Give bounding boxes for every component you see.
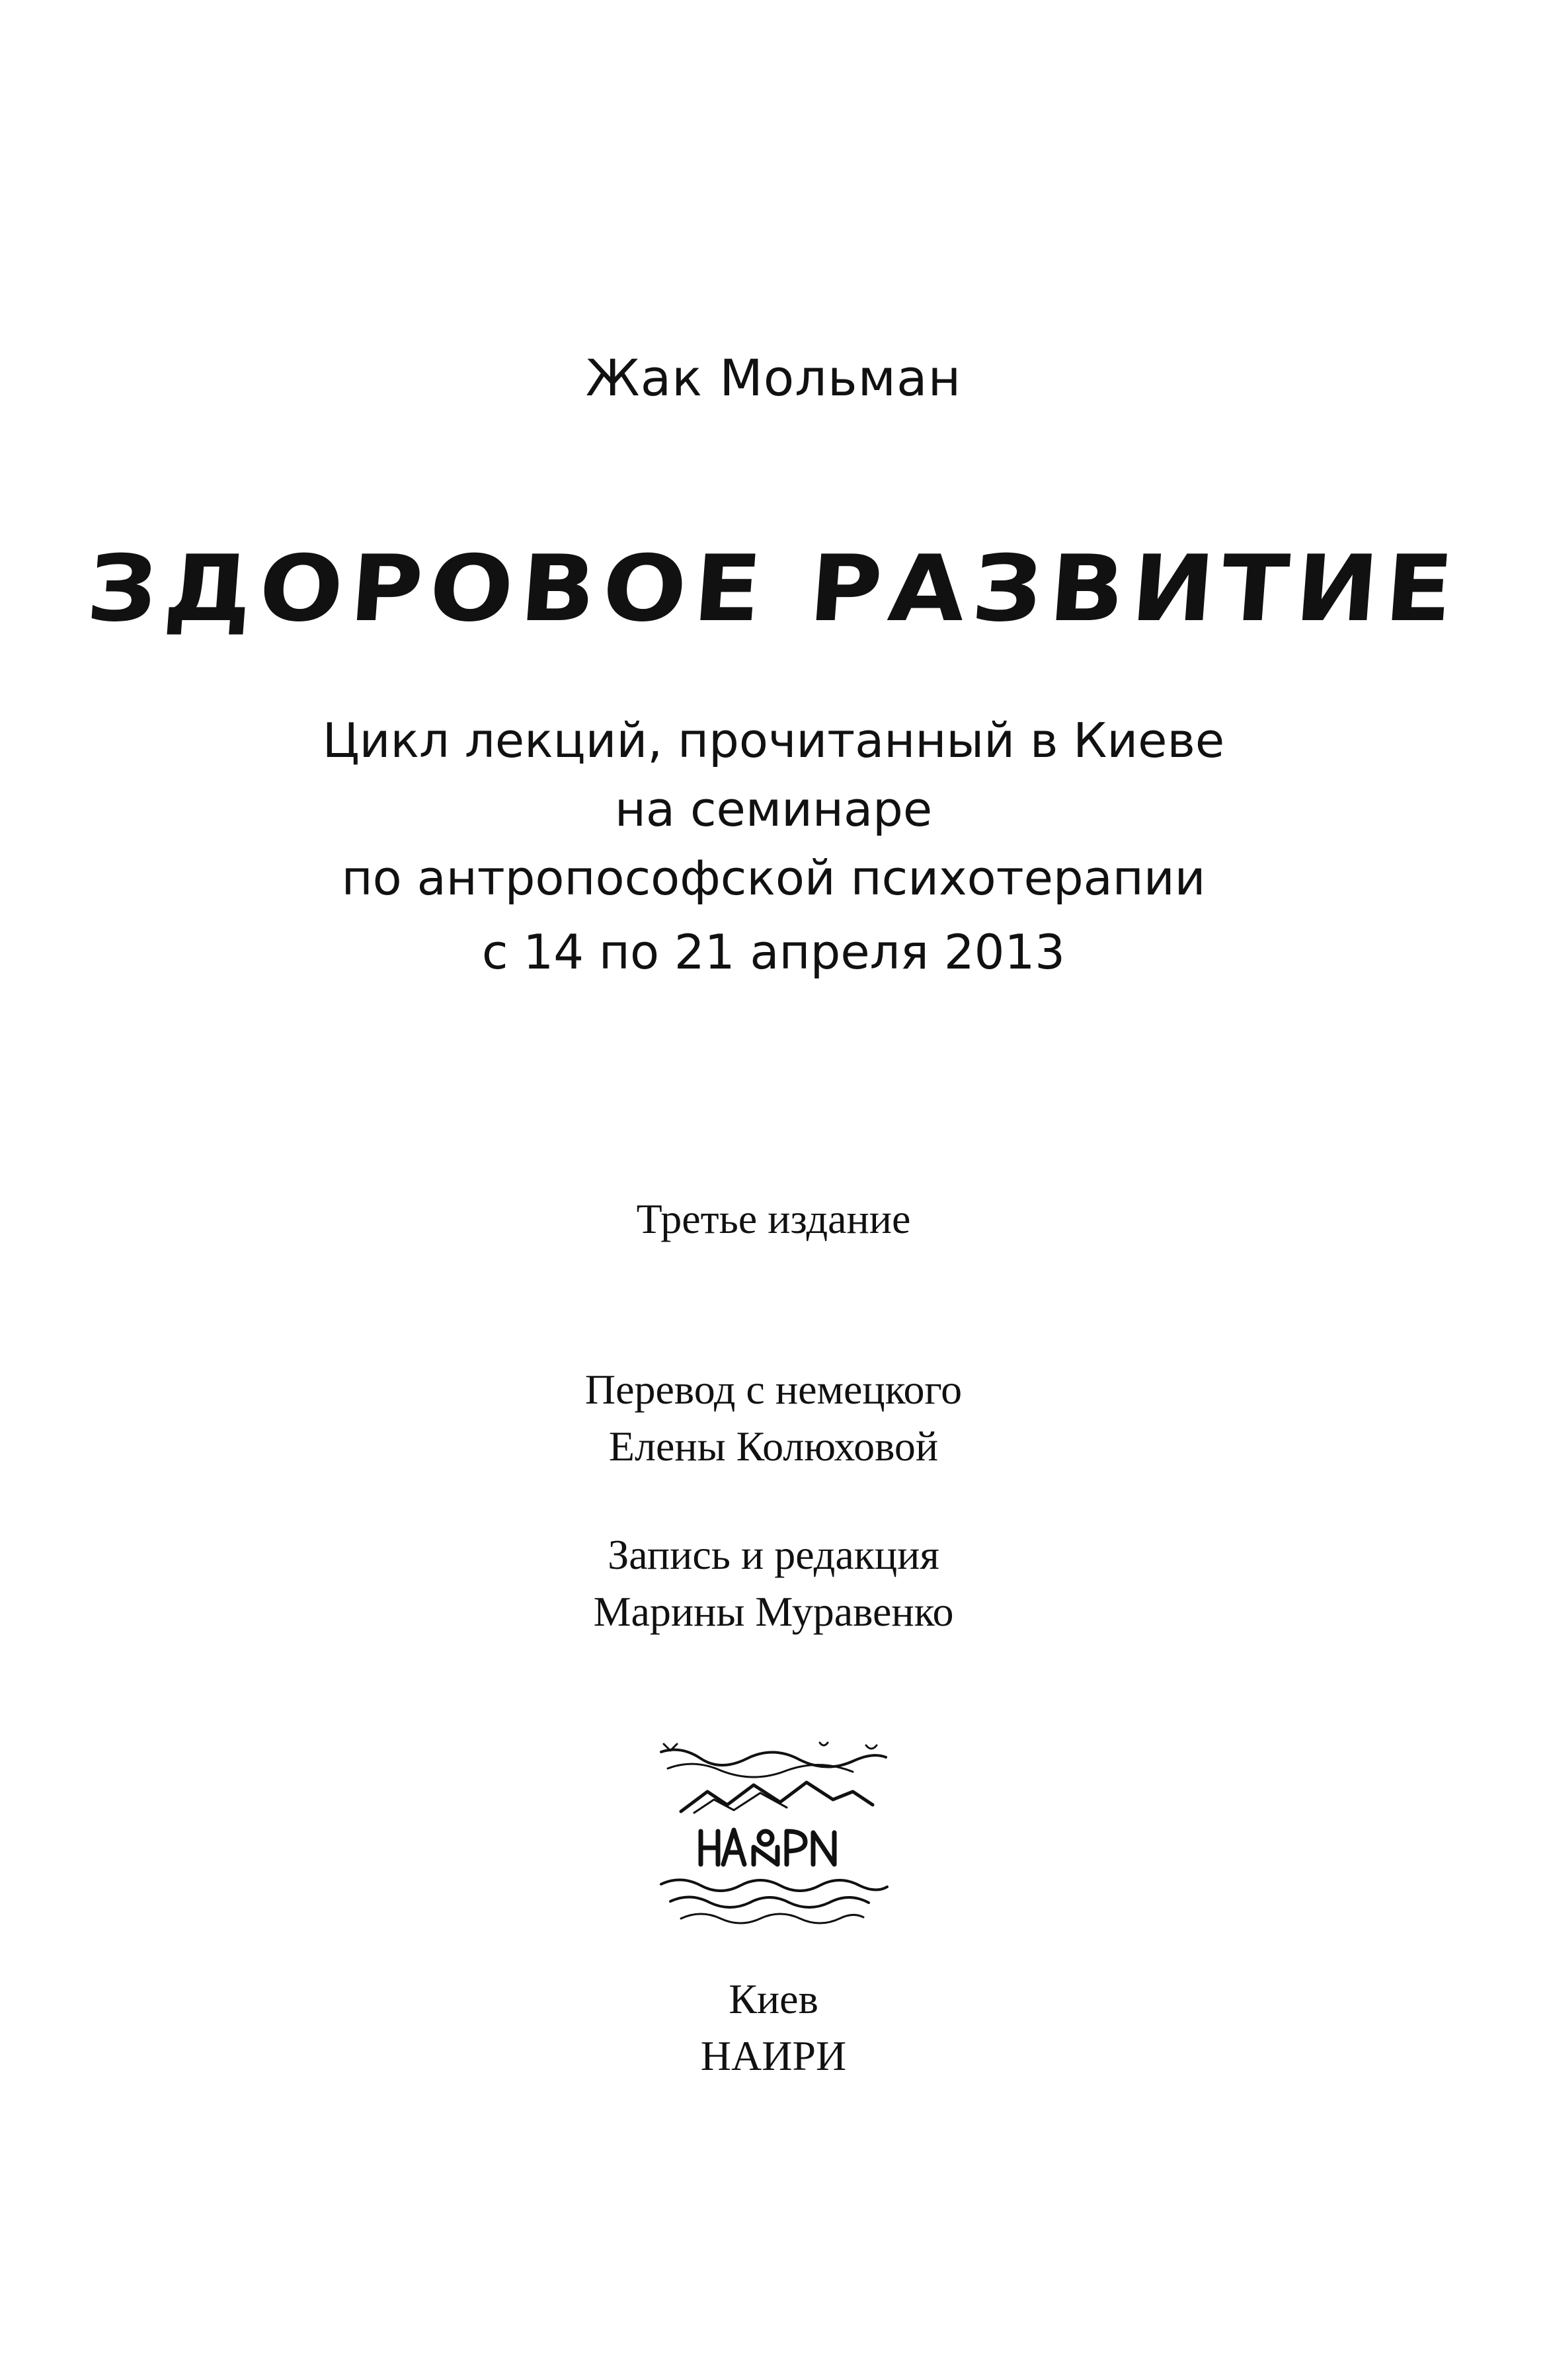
- edition-note: Третье издание: [636, 1195, 911, 1242]
- recording-line-2: Марины Муравенко: [593, 1588, 954, 1635]
- recording-line-1: Запись и редакция: [608, 1531, 939, 1578]
- subtitle-line-2: на семинаре: [614, 781, 933, 837]
- publisher-logo: [654, 1739, 892, 1944]
- translation-line-2: Елены Колюховой: [608, 1423, 939, 1470]
- book-author: Жак Мольман: [585, 348, 962, 407]
- book-title: ЗДОРОВОЕ РАЗВИТИЕ: [83, 536, 1464, 642]
- translation-line-1: Перевод с немецкого: [584, 1366, 963, 1413]
- subtitle-line-1: Цикл лекций, прочитанный в Киеве: [322, 713, 1225, 768]
- publisher-name: НАИРИ: [700, 2032, 847, 2079]
- subtitle-line-4: с 14 по 21 апреля 2013: [481, 924, 1066, 980]
- subtitle-line-3: по антропософской психотерапии: [341, 850, 1206, 906]
- publication-city: Киев: [729, 1975, 818, 2022]
